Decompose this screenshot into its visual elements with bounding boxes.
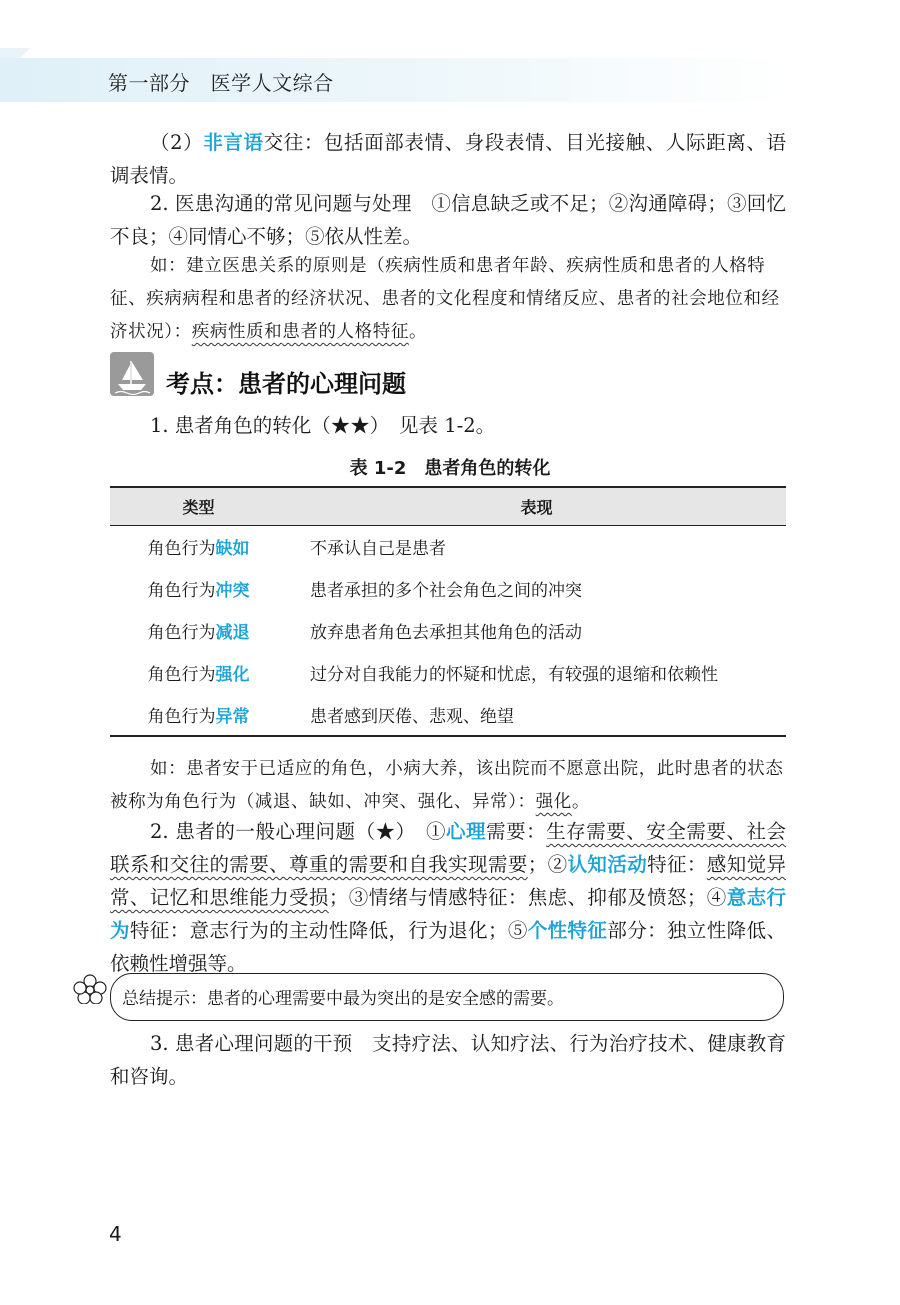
- page-number: 4: [109, 1222, 122, 1246]
- table-cell-type: 角色行为缺如: [147, 539, 250, 560]
- table-cell-desc: 过分对自我能力的怀疑和忧虑，有较强的退缩和依赖性: [310, 665, 718, 685]
- role-transition-table: [110, 486, 786, 737]
- page-header-title: 第一部分 医学人文综合: [108, 71, 334, 95]
- table-cell-desc: 患者感到厌倦、悲观、绝望: [310, 706, 514, 727]
- paragraph-role-transition: 1. 患者角色的转化（★★） 见表 1-2。: [150, 414, 496, 437]
- summary-tip-text: 总结提示：患者的心理需要中最为突出的是安全感的需要。: [122, 989, 564, 1009]
- flower-icon: [72, 974, 108, 1004]
- paragraph-nonverbal: （2）非言语交往：包括面部表情、身段表情、目光接触、人际距离、语调表情。: [110, 131, 786, 187]
- section-title: 考点：患者的心理问题: [166, 370, 406, 398]
- table-header-row: [110, 487, 786, 526]
- table-cell-desc: 患者承担的多个社会角色之间的冲突: [310, 581, 582, 601]
- table-cell-type: 角色行为异常: [147, 706, 250, 727]
- table-cell-desc: 不承认自己是患者: [310, 539, 446, 560]
- table-cell-desc: 放弃患者角色去承担其他角色的活动: [310, 623, 582, 643]
- example-answer-1: 疾病性质和患者的人格特征: [191, 322, 409, 342]
- table-row: [110, 694, 786, 736]
- paragraph-psychological-problems: 2. 患者的一般心理问题（★） ①心理需要：生存需要、安全需要、社会联系和交往的需要、尊重的需要和自我实现需要；②认知活动特征：感知觉异常、记忆和思维能力受损；③情绪与情感特征：焦虑、抑郁及愤怒；④意志行为特征：意志行为的主动性降低，行为退化；⑤个性特征部分：独立性降低、依赖性增强等。: [110, 820, 786, 975]
- table-row: [110, 526, 786, 568]
- example-question-2: 如：患者安于已适应的角色，小病大养，该出院而不愿意出院，此时患者的状态被称为角色行为（减退、缺如、冲突、强化、异常）：强化。: [110, 759, 784, 812]
- highlight-nonverbal: 非言语: [203, 131, 264, 154]
- example-answer-2: 强化: [535, 792, 572, 812]
- paragraph-intervention: 3. 患者心理问题的干预 支持疗法、认知疗法、行为治疗技术、健康教育和咨询。: [110, 1032, 786, 1088]
- table-row: [110, 568, 786, 610]
- table-row: [110, 652, 786, 694]
- example-question-1: 如：建立医患关系的原则是（疾病性质和患者年龄、疾病性质和患者的人格特征、疾病病程和患者的经济状况、患者的文化程度和情绪反应、患者的社会地位和经济状况）：疾病性质和患者的人格特征。: [110, 256, 780, 342]
- table-caption: 表 1-2 患者角色的转化: [349, 458, 551, 479]
- table-cell-type: 角色行为冲突: [147, 581, 250, 601]
- table-header-type: 类型: [182, 498, 215, 517]
- table-row: [110, 610, 786, 652]
- table-header-expression: 表现: [520, 498, 553, 517]
- table-cell-type: 角色行为强化: [147, 665, 250, 685]
- paragraph-communication-problems: 2. 医患沟通的常见问题与处理 ①信息缺乏或不足；②沟通障碍；③回忆不良；④同情心不够；⑤依从性差。: [110, 192, 786, 248]
- table-cell-type: 角色行为减退: [147, 623, 250, 643]
- ship-icon: [110, 352, 154, 396]
